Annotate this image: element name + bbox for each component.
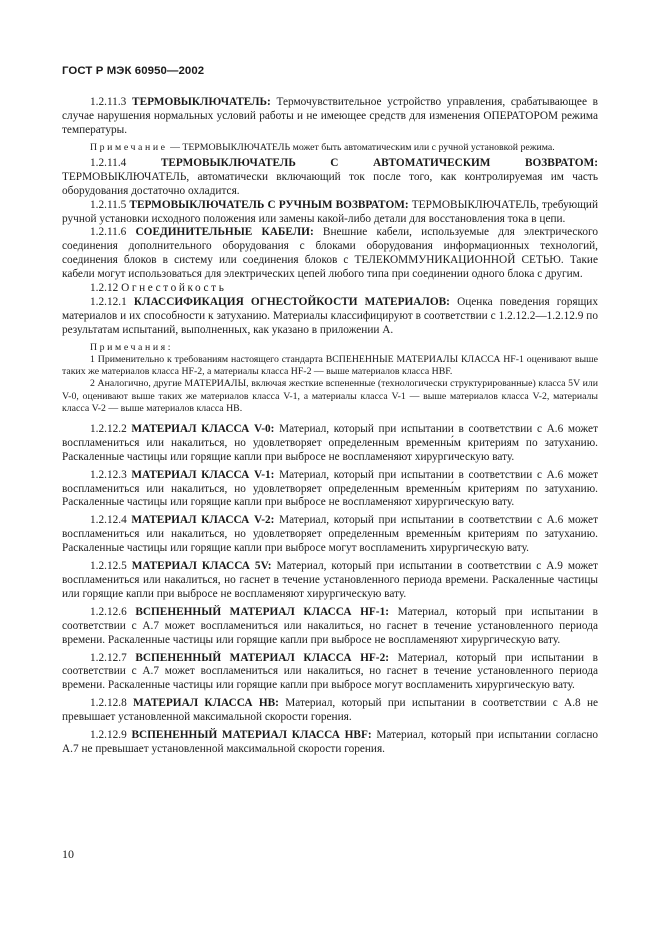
clause-1-2-12-2: 1.2.12.2 МАТЕРИАЛ КЛАССА V-0: Материал, который при испытании в соответствии с А.6 может воспламениться или накалиться, но удовлетворяет определенным временны́м критериям по затуханию. Раскаленные частицы или горящие капли при выбросе не воспламеняют хирургическую вату. (62, 422, 599, 463)
notes-label: Примечания: (90, 341, 174, 353)
document-header: ГОСТ Р МЭК 60950—2002 (62, 65, 205, 77)
note-item-1: 1 Применительно к требованиям настоящего стандарта ВСПЕНЕННЫЕ МАТЕРИАЛЫ КЛАССА HF-1 оценивают выше таких же материалов класса HF-2, а материалы класса HF-2 — выше материалов класса HBF. (62, 353, 598, 378)
clause-1-2-12-8: 1.2.12.8 МАТЕРИАЛ КЛАССА HB: Материал, который при испытании в соответствии с А.8 не превышает установленной максимальной скорости горения. (62, 697, 599, 724)
document-body (62, 96, 598, 761)
clause-1-2-11-6: 1.2.11.6 СОЕДИНИТЕЛЬНЫЕ КАБЕЛИ: Внешние кабели, используемые для электрического соединения дополнительного оборудования с блоками оборудования информационных технологий, соединения блоков в систему или соединения блоков с ТЕЛЕКОММУНИКАЦИОННОЙ СЕТЬЮ. Такие кабели могут использоваться для электрических цепей любого типа при соединении одного блока с другим. (62, 226, 598, 281)
clause-1-2-12-5: 1.2.12.5 МАТЕРИАЛ КЛАССА 5V: Материал, который при испытании в соответствии с А.9 может воспламениться или накалиться, но гаснет в течение установленного периода времени. Раскаленные частицы или горящие капли при выбросе не воспламеняют хирургическую вату. (62, 560, 598, 600)
clause-1-2-12-3: 1.2.12.3 МАТЕРИАЛ КЛАССА V-1: Материал, который при испытании в соответствии с А.6 может воспламениться или накалиться, но удовлетворяет определенным временны́м критериям по затуханию. Раскаленные частицы или горящие капли при выбросе не воспламеняют хирургическую вату. (62, 468, 599, 509)
clause-1-2-12-1: 1.2.12.1 КЛАССИФИКАЦИЯ ОГНЕСТОЙКОСТИ МАТЕРИАЛОВ: Оценка поведения горящих материалов и их способности к затуханию. Материалы классифицируют в соответствии с 1.2.12.2—1.2.12.9 по результатам испытаний, выполненных, как указано в приложении А. (62, 295, 599, 336)
clause-1-2-11-5: 1.2.11.5 ТЕРМОВЫКЛЮЧАТЕЛЬ С РУЧНЫМ ВОЗВРАТОМ: ТЕРМОВЫКЛЮЧАТЕЛЬ, требующий ручной установки исходного положения или замены какой-либо детали для восстановления тока в цепи. (62, 198, 598, 225)
clause-1-2-11-4: 1.2.11.4 ТЕРМОВЫКЛЮЧАТЕЛЬ С АВТОМАТИЧЕСКИМ ВОЗВРАТОМ: ТЕРМОВЫКЛЮЧАТЕЛЬ, автоматически включающий ток после того, как контролируемая им часть оборудования достаточно охладится. (62, 156, 599, 197)
note-thermal-cutout: Примечание — ТЕРМОВЫКЛЮЧАТЕЛЬ может быть автоматическим или с ручной установкой режима. (90, 141, 555, 153)
clause-1-2-11-3: 1.2.11.3 ТЕРМОВЫКЛЮЧАТЕЛЬ: Термочувствительное устройство управления, срабатывающее в случае нарушения нормальных условий работы и не имеющее средств для изменения ОПЕРАТОРОМ режима температуры. (62, 96, 599, 136)
note-item-2: 2 Аналогично, другие МАТЕРИАЛЫ, включая жесткие вспененные (технологически структурированные) класса 5V или V-0, оценивают выше таких же материалов класса V-1, а материалы класса V-1 — выше материалов класса V-2, материалы класса V-2 — выше материалов класса HB. (62, 378, 598, 414)
clause-1-2-12-4: 1.2.12.4 МАТЕРИАЛ КЛАССА V-2: Материал, который при испытании в соответствии с А.6 может воспламениться или накалиться, но удовлетворяет определенным временны́м критериям по затуханию. Раскаленные частицы или горящие капли при выбросе могут воспламенить хирургическую вату. (62, 514, 599, 555)
clause-1-2-12-7: 1.2.12.7 ВСПЕНЕННЫЙ МАТЕРИАЛ КЛАССА HF-2: Материал, который при испытании в соответствии с А.7 может воспламениться или накалиться, но гаснет в течение установленного периода времени. Раскаленные частицы или горящие капли при выбросе могут воспламенить хирургическую вату. (62, 651, 599, 692)
section-heading-fire-resistance: 1.2.12 Огнестойкость (90, 282, 227, 295)
clause-1-2-12-9: 1.2.12.9 ВСПЕНЕННЫЙ МАТЕРИАЛ КЛАССА HBF: Материал, который при испытании согласно А.7 не превышает установленной максимальной скорости горения. (62, 729, 599, 755)
clause-1-2-12-6: 1.2.12.6 ВСПЕНЕННЫЙ МАТЕРИАЛ КЛАССА HF-1: Материал, который при испытании в соответствии с А.7 может воспламениться или накалиться, но гаснет в течение установленного периода времени. Раскаленные частицы или горящие капли при выбросе не воспламеняют хирургическую вату. (62, 605, 599, 646)
page-number: 10 (62, 847, 74, 861)
